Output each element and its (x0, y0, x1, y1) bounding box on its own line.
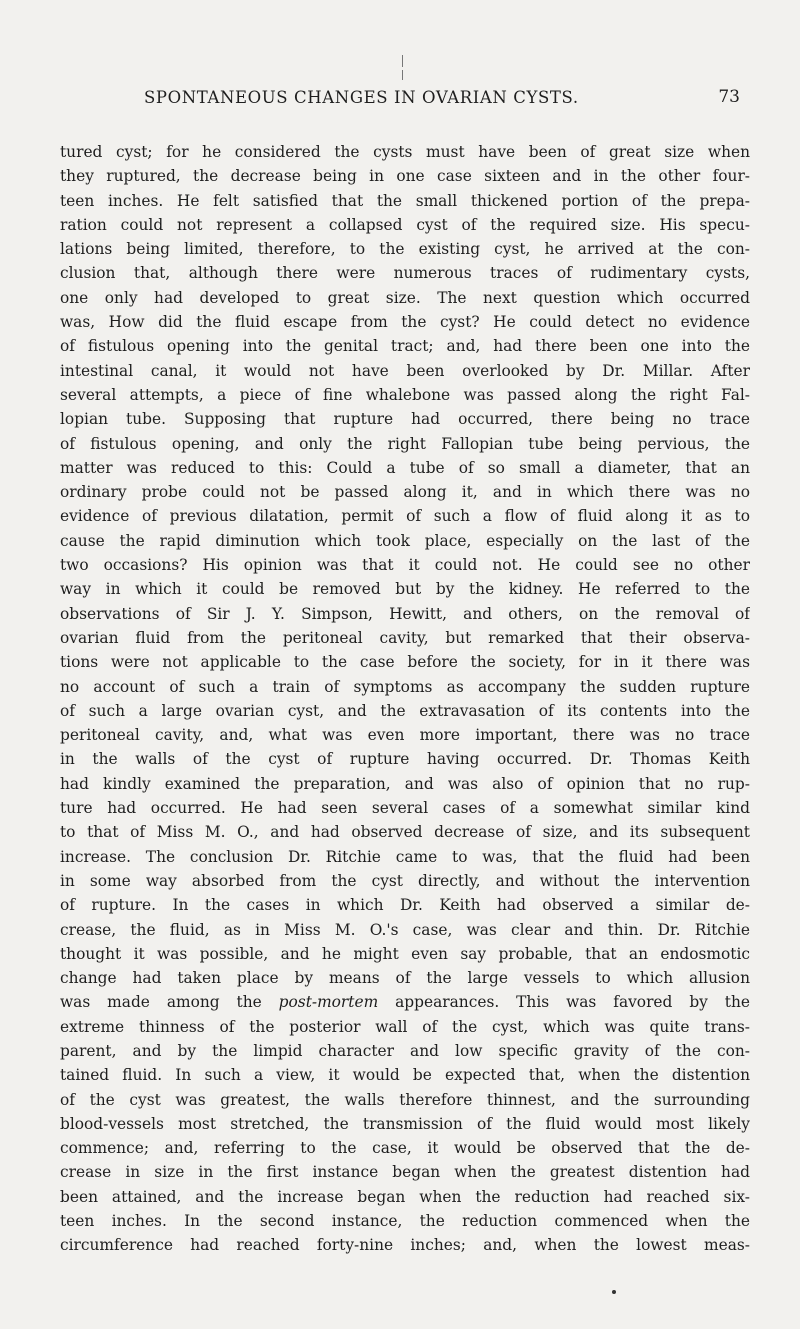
text-line: they ruptured, the decrease being in one case sixteen and in the other four- (60, 167, 750, 186)
text-line: change had taken place by means of the large vessels to which allusion (60, 969, 750, 988)
text-line: of rupture. In the cases in which Dr. Keith had observed a similar de- (60, 896, 750, 915)
text-line: ration could not represent a collapsed cyst of the required size. His specu- (60, 215, 750, 234)
text-line: no account of such a train of symptoms as accompany the sudden rupture (60, 677, 750, 696)
text-line: ture had occurred. He had seen several cases of a somewhat similar kind (60, 799, 750, 818)
text-line: in some way absorbed from the cyst directly, and without the intervention (60, 871, 750, 890)
text-line: of fistulous opening into the genital tract; and, had there been one into the (60, 337, 750, 356)
margin-tick (402, 55, 403, 67)
text-line: ovarian fluid from the peritoneal cavity, but remarked that their observa- (60, 628, 750, 647)
text-line: one only had developed to great size. The next question which occurred (60, 288, 750, 307)
text-line: increase. The conclusion Dr. Ritchie came to was, that the fluid had been (60, 847, 750, 866)
text-line: peritoneal cavity, and, what was even more important, there was no trace (60, 726, 750, 745)
text-line: ordinary probe could not be passed along it, and in which there was no (60, 483, 750, 502)
page-number: 73 (718, 87, 740, 107)
text-line: blood-vessels most stretched, the transmission of the fluid would most likely (60, 1114, 750, 1133)
text-line: tured cyst; for he considered the cysts must have been of great size when (60, 143, 750, 161)
text-line: commence; and, referring to the case, it would be observed that the de- (60, 1139, 750, 1158)
text-line: several attempts, a piece of fine whalebone was passed along the right Fal- (60, 385, 750, 404)
text-line: way in which it could be removed but by the kidney. He referred to the (60, 580, 750, 599)
text-line: observations of Sir J. Y. Simpson, Hewitt, and others, on the removal of (60, 604, 750, 623)
text-line: crease in size in the first instance began when the greatest distention had (60, 1163, 750, 1182)
text-line: intestinal canal, it would not have been overlooked by Dr. Millar. After (60, 361, 750, 380)
text-line: tions were not applicable to the case before the society, for in it there was (60, 653, 750, 672)
text-line: been attained, and the increase began when the reduction had reached six- (60, 1187, 750, 1206)
text-line: of such a large ovarian cyst, and the extravasation of its contents into the (60, 701, 750, 720)
text-line: to that of Miss M. O., and had observed decrease of size, and its subsequent (60, 823, 750, 842)
text-run: appearances. This was favored by the (378, 993, 750, 1012)
print-speck (612, 1290, 616, 1294)
text-line: crease, the fluid, as in Miss M. O.'s case, was clear and thin. Dr. Ritchie (60, 920, 750, 939)
running-head (120, 88, 740, 112)
text-line: parent, and by the limpid character and low specific gravity of the con- (60, 1041, 750, 1060)
text-line: tained fluid. In such a view, it would be expected that, when the distention (60, 1066, 750, 1085)
text-line (60, 990, 750, 1014)
text-line: thought it was possible, and he might even say probable, that an endosmotic (60, 944, 750, 963)
text-line: had kindly examined the preparation, and was also of opinion that no rup- (60, 774, 750, 793)
text-line: lopian tube. Supposing that rupture had occurred, there being no trace (60, 410, 750, 429)
text-line: evidence of previous dilatation, permit of such a flow of fluid along it as to (60, 507, 750, 526)
text-line: lations being limited, therefore, to the existing cyst, he arrived at the con- (60, 240, 750, 259)
text-line: extreme thinness of the posterior wall of the cyst, which was quite trans- (60, 1017, 750, 1036)
text-line: matter was reduced to this: Could a tube of so small a diameter, that an (60, 458, 750, 477)
text-line: two occasions? His opinion was that it could not. He could see no other (60, 556, 750, 575)
text-line: in the walls of the cyst of rupture having occurred. Dr. Thomas Keith (60, 750, 750, 769)
text-line: of fistulous opening, and only the right Fallopian tube being pervious, the (60, 434, 750, 453)
italic-term: post-mortem (278, 993, 379, 1012)
text-line: circumference had reached forty-nine inches; and, when the lowest meas- (60, 1236, 750, 1255)
text-line: of the cyst was greatest, the walls therefore thinnest, and the surrounding (60, 1090, 750, 1109)
text-run: was made among the (60, 993, 279, 1012)
text-line: teen inches. In the second instance, the reduction commenced when the (60, 1212, 750, 1231)
margin-tick (402, 70, 403, 80)
running-head-title: SPONTANEOUS CHANGES IN OVARIAN CYSTS. (144, 88, 579, 107)
body-text (60, 140, 750, 1258)
text-line: was, How did the fluid escape from the cyst? He could detect no evidence (60, 313, 750, 332)
text-line: teen inches. He felt satisfied that the small thickened portion of the prepa- (60, 191, 750, 210)
text-line: clusion that, although there were numerous traces of rudimentary cysts, (60, 264, 750, 283)
text-line: cause the rapid diminution which took place, especially on the last of the (60, 531, 750, 550)
